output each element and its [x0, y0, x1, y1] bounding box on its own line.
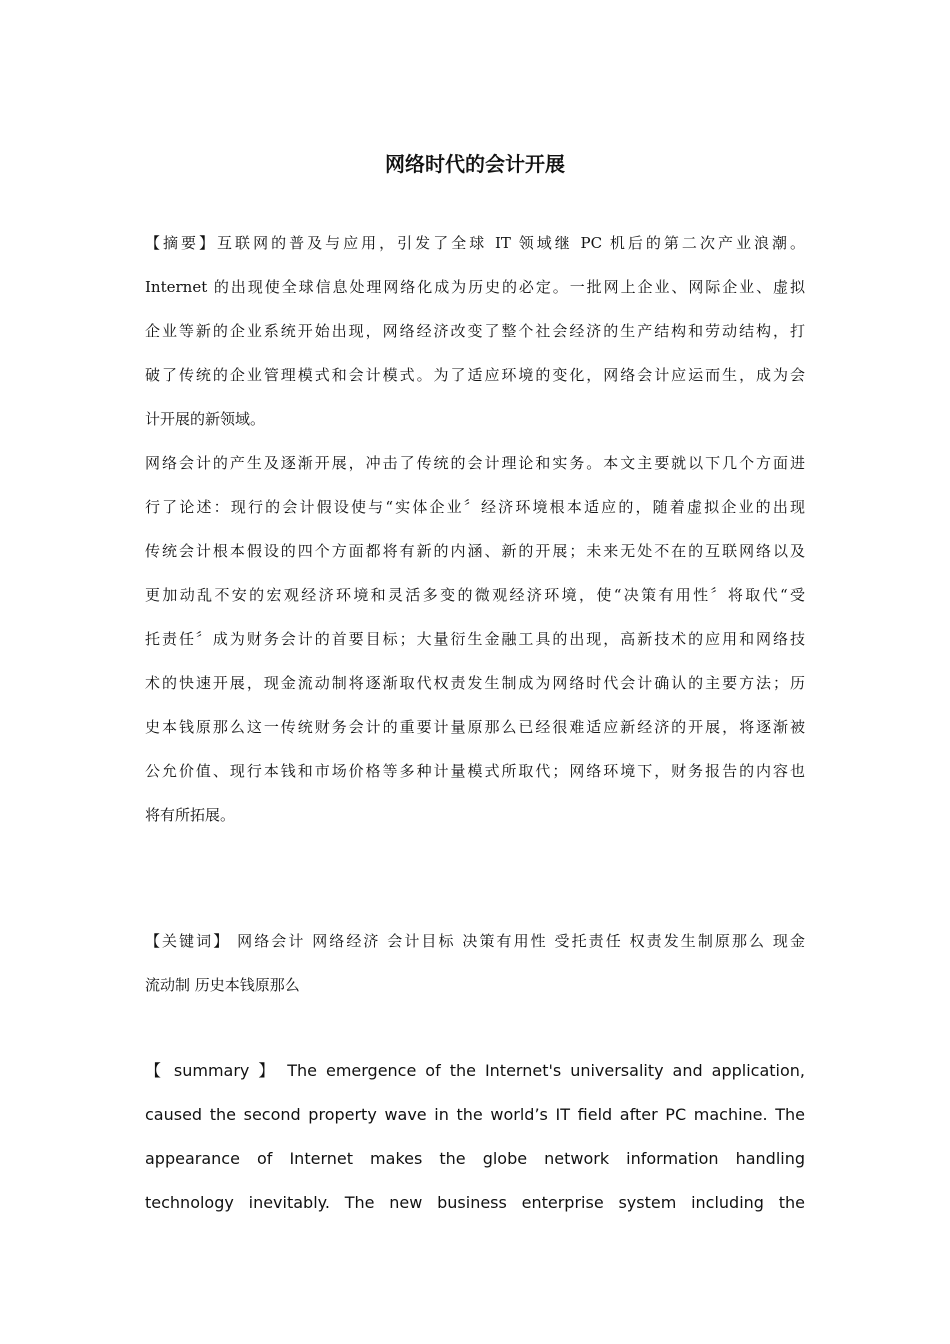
- abstract-line: 传统会计根本假设的四个方面都将有新的内涵、新的开展；未来无处不在的互联网络以及: [145, 542, 805, 560]
- keywords-line: 流动制 历史本钱原那么: [145, 976, 300, 994]
- keywords-line: 【关键词】 网络会计 网络经济 会计目标 决策有用性 受托责任 权责发生制原那么 现金: [145, 932, 805, 950]
- abstract-line: 公允价值、现行本钱和市场价格等多种计量模式所取代；网络环境下，财务报告的内容也: [145, 762, 805, 780]
- abstract-line: 托责任〞成为财务会计的首要目标；大量衍生金融工具的出现，高新技术的应用和网络技: [145, 630, 805, 648]
- summary-line: appearance of Internet makes the globe network information handling: [145, 1149, 805, 1168]
- abstract-line: 破了传统的企业管理模式和会计模式。为了适应环境的变化，网络会计应运而生，成为会: [145, 366, 805, 384]
- summary-english: [145, 1056, 805, 1232]
- abstract-line: 网络会计的产生及逐渐开展，冲击了传统的会计理论和实务。本文主要就以下几个方面进: [145, 454, 805, 472]
- summary-line: technology inevitably. The new business enterprise system including the: [145, 1193, 805, 1212]
- abstract-line: 术的快速开展，现金流动制将逐渐取代权责发生制成为网络时代会计确认的主要方法；历: [145, 674, 805, 692]
- keywords-section: [145, 926, 805, 1014]
- abstract-line: 将有所拓展。: [145, 806, 236, 824]
- abstract-chinese: [145, 228, 805, 844]
- abstract-line: 计开展的新领域。: [145, 410, 266, 428]
- summary-line: caused the second property wave in the world’s IT field after PC machine. The: [145, 1105, 805, 1124]
- abstract-line: 更加动乱不安的宏观经济环境和灵活多变的微观经济环境，使“决策有用性〞将取代“受: [145, 586, 805, 604]
- abstract-line: 企业等新的企业系统开始出现，网络经济改变了整个社会经济的生产结构和劳动结构，打: [145, 322, 805, 340]
- abstract-line: 【摘要】互联网的普及与应用，引发了全球 IT 领域继 PC 机后的第二次产业浪潮。: [145, 234, 805, 252]
- abstract-line: 行了论述：现行的会计假设使与“实体企业〞经济环境根本适应的，随着虚拟企业的出现: [145, 498, 805, 516]
- document-title: 网络时代的会计开展: [385, 152, 565, 176]
- abstract-line: 史本钱原那么这一传统财务会计的重要计量原那么已经很难适应新经济的开展，将逐渐被: [145, 718, 805, 736]
- summary-line: 【 summary 】 The emergence of the Internet's universality and application,: [145, 1061, 805, 1080]
- abstract-line: Internet 的出现使全球信息处理网络化成为历史的必定。一批网上企业、网际企业、虚拟: [145, 278, 805, 296]
